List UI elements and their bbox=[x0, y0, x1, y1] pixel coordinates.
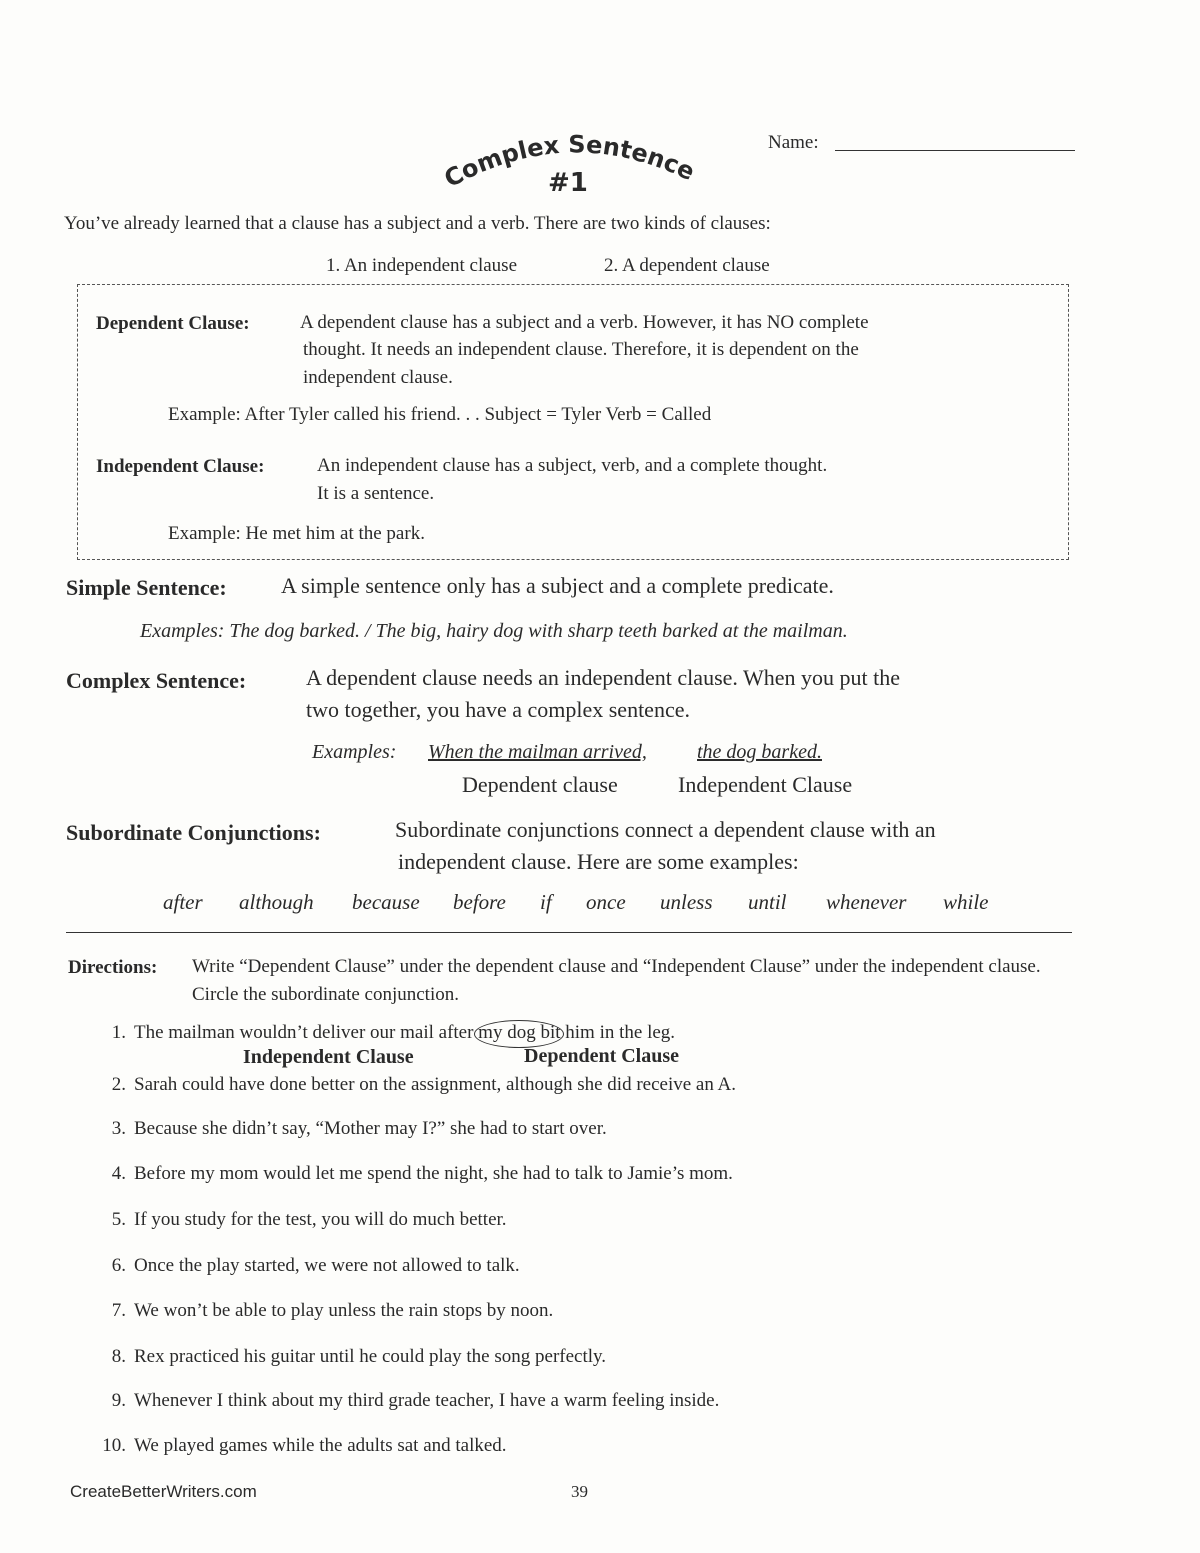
item-number: 10. bbox=[102, 1435, 126, 1456]
item-number: 5. bbox=[111, 1209, 126, 1230]
conjunction-word: after bbox=[163, 890, 203, 914]
independent-example: Example: He met him at the park. bbox=[168, 523, 425, 544]
kind-dependent: 2. A dependent clause bbox=[604, 255, 770, 276]
page-number: 39 bbox=[571, 1482, 588, 1501]
conjunction-word: before bbox=[453, 890, 506, 914]
name-label: Name: bbox=[768, 132, 819, 153]
item-number: 1. bbox=[111, 1022, 126, 1043]
conjunction-word: although bbox=[239, 890, 314, 914]
intro-text: You’ve already learned that a clause has a subject and a verb. There are two kinds of clauses: bbox=[64, 213, 771, 234]
dependent-def-line1: A dependent clause has a subject and a verb. However, it has NO complete bbox=[300, 312, 869, 333]
conjunction-word: because bbox=[352, 890, 420, 914]
list-item[interactable] bbox=[96, 1390, 719, 1412]
independent-term: Independent Clause: bbox=[96, 456, 265, 477]
complex-line1: A dependent clause needs an independent clause. When you put the bbox=[306, 665, 901, 690]
item-number: 3. bbox=[111, 1118, 126, 1139]
complex-independent-example: the dog barked. bbox=[697, 741, 822, 763]
list-item[interactable] bbox=[96, 1163, 733, 1185]
subordinate-line2: independent clause. Here are some examples: bbox=[398, 849, 799, 874]
item-number: 2. bbox=[111, 1074, 126, 1095]
dependent-caption: Dependent clause bbox=[462, 772, 618, 797]
item-sentence: Sarah could have done better on the assignment, although she did receive an A. bbox=[134, 1074, 737, 1095]
subordinate-line1: Subordinate conjunctions connect a dependent clause with an bbox=[395, 817, 936, 842]
conjunction-word: while bbox=[943, 890, 989, 914]
item-sentence: We won’t be able to play unless the rain stops by noon. bbox=[134, 1300, 554, 1321]
dependent-term: Dependent Clause: bbox=[96, 313, 250, 334]
complex-examples-label: Examples: bbox=[312, 741, 397, 763]
list-item[interactable] bbox=[96, 1209, 507, 1231]
list-item[interactable] bbox=[96, 1435, 507, 1457]
item-sentence: Whenever I think about my third grade teacher, I have a warm feeling inside. bbox=[134, 1390, 720, 1411]
list-item[interactable] bbox=[96, 1118, 607, 1140]
simple-text: A simple sentence only has a subject and a complete predicate. bbox=[281, 573, 834, 598]
conjunction-word: once bbox=[586, 890, 626, 914]
item-sentence: We played games while the adults sat and talked. bbox=[134, 1435, 507, 1456]
item-number: 8. bbox=[111, 1346, 126, 1367]
item-number: 6. bbox=[111, 1255, 126, 1276]
conjunction-word: whenever bbox=[826, 890, 907, 914]
handwritten-circle bbox=[474, 1020, 564, 1048]
complex-line2: two together, you have a complex sentence. bbox=[306, 697, 690, 722]
conjunction-word: if bbox=[540, 890, 552, 914]
answer-independent-clause: Independent Clause bbox=[243, 1046, 414, 1068]
directions-term: Directions: bbox=[68, 957, 158, 978]
item-sentence: Before my mom would let me spend the night, she had to talk to Jamie’s mom. bbox=[134, 1163, 733, 1184]
conjunction-word: until bbox=[748, 890, 787, 914]
item-sentence: Once the play started, we were not allowed to talk. bbox=[134, 1255, 520, 1276]
list-item[interactable] bbox=[96, 1074, 736, 1096]
title-text: Complex Sentences bbox=[432, 108, 700, 194]
dependent-def-line3: independent clause. bbox=[303, 367, 453, 388]
simple-term: Simple Sentence: bbox=[66, 575, 227, 600]
simple-examples: Examples: The dog barked. / The big, hairy dog with sharp teeth barked at the mailman. bbox=[140, 620, 848, 642]
list-item[interactable] bbox=[96, 1022, 675, 1044]
item-number: 9. bbox=[111, 1390, 126, 1411]
item-number: 4. bbox=[111, 1163, 126, 1184]
title-number: #1 bbox=[548, 168, 588, 198]
item-sentence: Rex practiced his guitar until he could play the song perfectly. bbox=[134, 1346, 607, 1367]
dependent-def-line2: thought. It needs an independent clause. Therefore, it is dependent on the bbox=[303, 339, 859, 360]
subordinate-term: Subordinate Conjunctions: bbox=[66, 820, 321, 845]
list-item[interactable] bbox=[96, 1255, 520, 1277]
item-sentence: If you study for the test, you will do much better. bbox=[134, 1209, 507, 1230]
item-sentence: The mailman wouldn’t deliver our mail after my dog bit him in the leg. bbox=[134, 1022, 676, 1043]
conjunction-word: unless bbox=[660, 890, 713, 914]
name-field[interactable] bbox=[835, 150, 1075, 151]
footer-site: CreateBetterWriters.com bbox=[70, 1482, 257, 1501]
item-sentence: Because she didn’t say, “Mother may I?” she had to start over. bbox=[134, 1118, 607, 1139]
kind-independent: 1. An independent clause bbox=[326, 255, 518, 276]
list-item[interactable] bbox=[96, 1300, 553, 1322]
independent-def-line2: It is a sentence. bbox=[317, 483, 435, 504]
complex-term: Complex Sentence: bbox=[66, 668, 247, 693]
dependent-example: Example: After Tyler called his friend. . . Subject = Tyler Verb = Called bbox=[168, 404, 712, 425]
item-number: 7. bbox=[111, 1300, 126, 1321]
directions-text: Write “Dependent Clause” under the dependent clause and “Independent Clause” under the independent clause. Circle the subordinate conjunction. bbox=[192, 956, 1041, 1005]
independent-caption: Independent Clause bbox=[678, 772, 853, 797]
complex-dependent-example: When the mailman arrived, bbox=[428, 741, 647, 763]
list-item[interactable] bbox=[96, 1346, 606, 1368]
independent-def-line1: An independent clause has a subject, verb, and a complete thought. bbox=[317, 455, 828, 476]
answer-dependent-clause: Dependent Clause bbox=[524, 1045, 680, 1067]
section-divider bbox=[66, 932, 1072, 933]
